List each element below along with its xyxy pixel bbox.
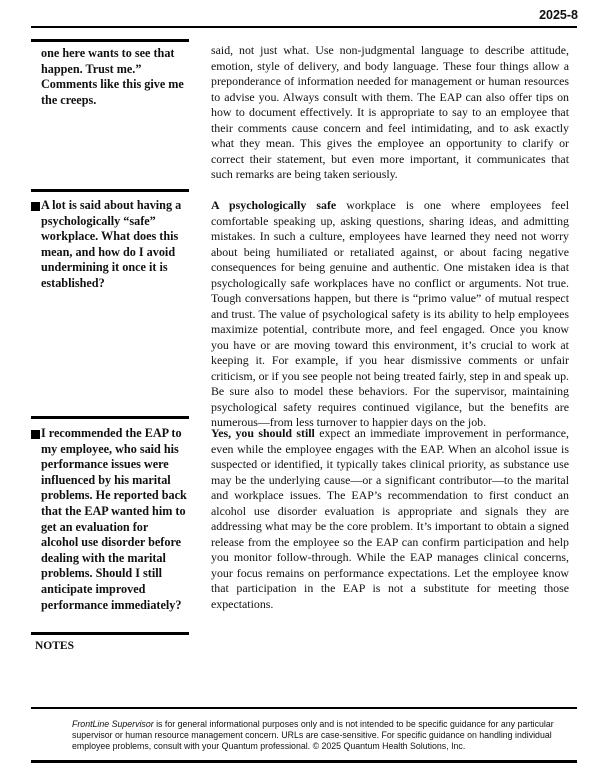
footer-top-rule: [31, 707, 577, 709]
answer-body: expect an immediate improvement in performance, even while the employee engages with the EAP. When an alcohol issue is suspected or identified, it typically takes clinical priority, as substance use may be the underlying cause—or a significant contributor—to the marital and workplace issues. The EAP’s recommendation to first conduct an alcohol use disorder evaluation is appropriate and signals they are addressing what may be the core problem. It’s important to obtain a signed release from the employee so the EAP can confirm participation and help you monitor follow-through. While the EAP manages clinical concerns, your focus remains on performance expectations. Let the employee know that participation in the EAP is not a substitute for meeting those expectations.: [211, 426, 569, 611]
publication-name: FrontLine Supervisor: [72, 719, 154, 729]
question-text: A lot is said about having a psychologically “safe” workplace. What does this mean, and how do I avoid undermining it once it is established?: [41, 198, 182, 290]
question-divider: [31, 189, 189, 192]
answer-body: said, not just what. Use non-judgmental language to describe attitude, emotion, style of delivery, and body language. These four things allow a preponderance of information needed for management or human resources to advise you. Always consult with them. The EAP can also offer tips on how to document effectively. It is appropriate to say to an employee that their comments cause concern and feel intimidating, and to ask exactly what they mean. This gives the employee an opportunity to clarify or correct their statement, but even more important, it communicates that such remarks are being taken seriously.: [211, 43, 569, 181]
answer-body: workplace is one where employees feel comfortable speaking up, asking questions, sharing ideas, and admitting mistakes. In such a culture, employees have learned they need not worry about being humiliated or retaliated against, or about facing negative consequences for being genuine and authentic. One mistaken idea is that psychologically safe workplaces have no conflict or arguments. Not true. Tough conversations happen, but there is “primo value” of mutual respect and trust. The value of psychological safety is its ability to help employees maximize potential, contribute more, and feel engaged. Once you know you have or are moving toward this environment, it’s crucial to work at keeping it. For example, if you hear dismissive comments or unfair criticism, or if you see people not being treated fairly, step in and speak up. Be sure also to model these behaviors. For the supervisor, maintaining psychological safety requires continued vigilance, but the benefits are numerous—from less turnover to happier days on the job.: [211, 198, 570, 429]
answer-text: [211, 426, 569, 612]
question-bullet-icon: [31, 430, 40, 439]
answer-text: [211, 198, 569, 431]
notes-divider: [31, 632, 189, 635]
question-text: I recommended the EAP to my employee, who said his performance issues were influenced by his marital problems. He reported back that the EAP wanted him to get an evaluation for alcohol use disorder before dealing with the marital problems. Should I still anticipate improved performance immediately?: [41, 426, 187, 612]
question-divider: [31, 39, 189, 42]
answer-text: [211, 43, 569, 183]
footer-disclaimer: [72, 719, 558, 753]
answer-lead: A psychologically safe: [211, 198, 337, 212]
header-rule: [31, 26, 577, 28]
question-divider: [31, 416, 189, 419]
footer-text: is for general informational purposes only and is not intended to be specific guidance for any particular supervisor or human resource management concern. URLs are case-sensitive. For specific guidance on handling individual employee problems, consult with your Quantum professional. © 2025 Quantum Health Solutions, Inc.: [72, 719, 554, 752]
question-text: one here wants to see that happen. Trust me.” Comments like this give me the creeps.: [41, 46, 184, 107]
answer-lead: Yes, you should still: [211, 426, 315, 440]
notes-label: NOTES: [35, 640, 74, 652]
question-bullet-icon: [31, 202, 40, 211]
footer-bottom-rule: [31, 760, 577, 763]
issue-number: 2025-8: [539, 8, 578, 22]
